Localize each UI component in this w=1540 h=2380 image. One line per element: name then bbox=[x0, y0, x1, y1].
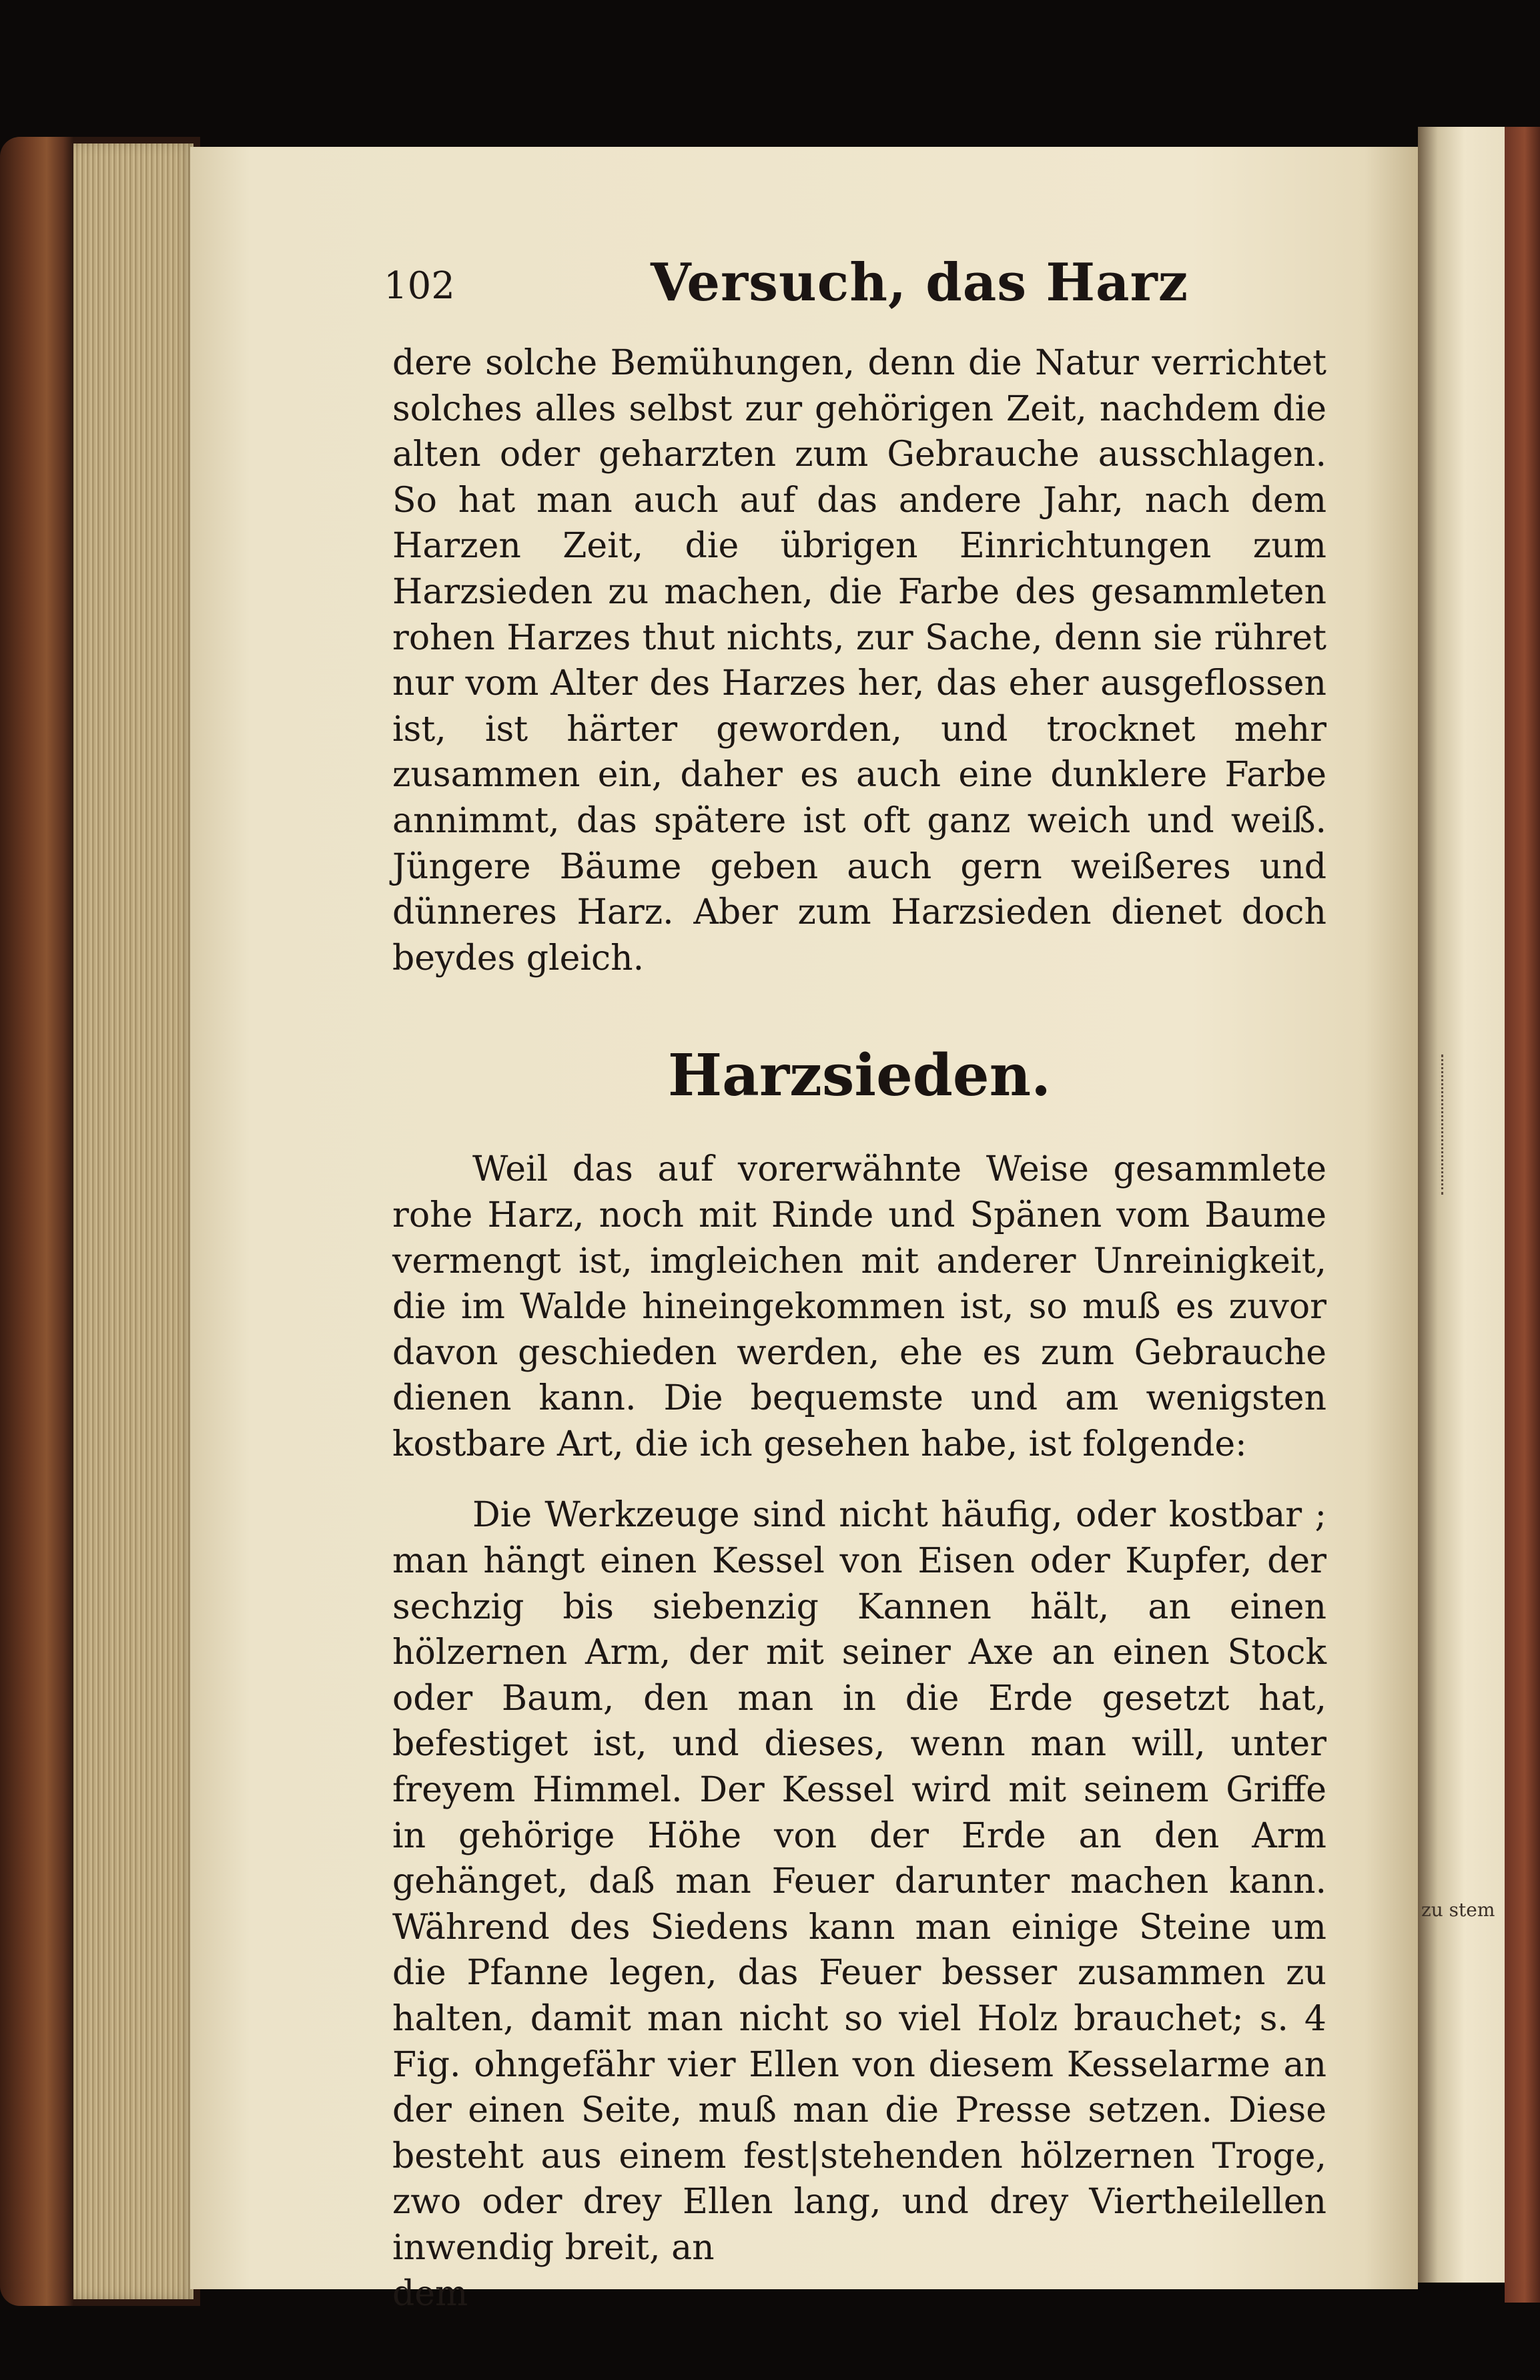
section-heading: Harzsieden. bbox=[667, 1042, 1052, 1110]
facing-page-text: zu stem bbox=[1421, 1899, 1495, 1921]
intro-paragraph: dere solche Bemühungen, denn die Natur verrichtet solches alles selbst zur gehörigen Zeit, nachdem die alten oder geharzten zum Gebrauche ausschlagen. So hat man auch auf das andere Jahr, nach dem Harzen Zeit, die übrigen Einrichtungen zum Harzsieden zu machen, die Farbe des gesammleten rohen Harzes thut nichts, zur Sache, denn sie rühret nur vom Alter des Harzes her, das eher ausgeflossen ist, ist härter geworden, und trocknet mehr zusammen ein, daher es auch eine dunklere Farbe annimmt, das spätere ist oft ganz weich und weiß. Jüngere Bäume geben auch gern weißeres und dünneres Harz. Aber zum Harzsieden dienet doch beydes gleich. bbox=[392, 343, 1326, 978]
catchword: dem bbox=[392, 2273, 468, 2314]
facing-page-marks bbox=[1441, 1055, 1457, 1195]
running-title: Versuch, das Harz bbox=[651, 252, 1188, 313]
book-cover-right bbox=[1505, 127, 1540, 2303]
page-number: 102 bbox=[384, 264, 455, 308]
paragraph-2: Die Werkzeuge sind nicht häufig, oder kostbar ; man hängt einen Kessel von Eisen oder Kupfer, der sechzig bis siebenzig Kannen hält, an einen hölzernen Arm, der mit seiner Axe an einen Stock oder Baum, den man in die Erde gesetzt hat, befestiget ist, und dieses, wenn man will, unter freyem Himmel. Der Kessel wird mit seinem Griffe in gehörige Höhe von der Erde an den Arm gehänget, daß man Feuer darunter machen kann. Während des Siedens kann man einige Steine um die Pfanne legen, das Feuer besser zusammen zu halten, damit man nicht so viel Holz brauchet; s. 4 Fig. ohngefähr vier Ellen von diesem Kesselarme an der einen Seite, muß man die Presse setzen. Diese besteht aus einem fest|stehenden hölzernen Troge, zwo oder drey Ellen lang, und drey Viertheilellen inwendig breit, an bbox=[392, 1495, 1326, 2268]
paragraph-1: Weil das auf vorerwähnte Weise gesammlete rohe Harz, noch mit Rinde und Spänen vom Baume vermengt ist, imgleichen mit anderer Unreinigkeit, die im Walde hineingekommen ist, so muß es zuvor davon geschieden werden, ehe es zum Gebrauche dienen kann. Die bequemste und am wenigsten kostbare Art, die ich gesehen habe, ist folgende: bbox=[392, 1149, 1326, 1464]
page-header bbox=[384, 252, 1324, 326]
page-edges bbox=[73, 143, 194, 2299]
facing-page-edge bbox=[1418, 127, 1518, 2283]
page-body bbox=[392, 340, 1326, 2317]
